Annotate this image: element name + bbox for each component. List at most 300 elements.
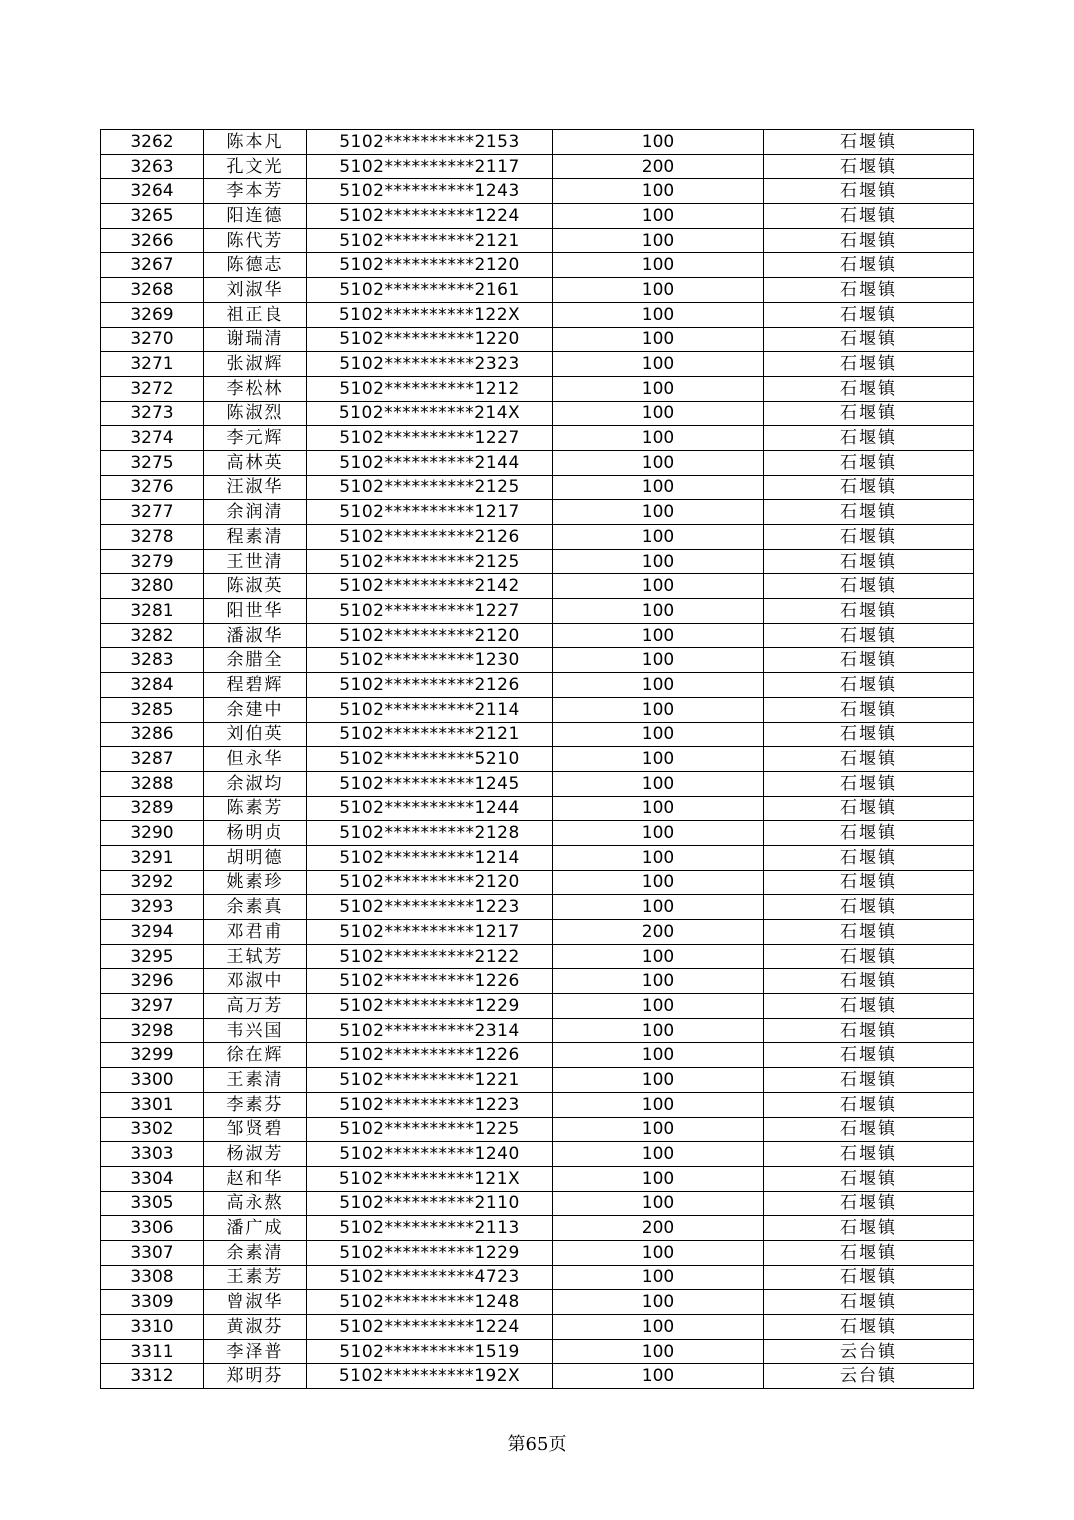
name-cell: 余润清 bbox=[204, 500, 307, 525]
row-number-cell: 3290 bbox=[101, 821, 204, 846]
row-number-cell: 3296 bbox=[101, 969, 204, 994]
name-cell: 高林英 bbox=[204, 450, 307, 475]
town-cell: 石堰镇 bbox=[764, 154, 974, 179]
town-cell: 石堰镇 bbox=[764, 944, 974, 969]
id-number-cell: 5102**********2323 bbox=[307, 352, 553, 377]
town-cell: 石堰镇 bbox=[764, 969, 974, 994]
row-number-cell: 3274 bbox=[101, 426, 204, 451]
table-row bbox=[101, 525, 974, 550]
row-number-cell: 3262 bbox=[101, 130, 204, 155]
id-number-cell: 5102**********1214 bbox=[307, 845, 553, 870]
table-row bbox=[101, 475, 974, 500]
row-number-cell: 3303 bbox=[101, 1142, 204, 1167]
id-number-cell: 5102**********5210 bbox=[307, 747, 553, 772]
amount-cell: 100 bbox=[553, 426, 764, 451]
town-cell: 石堰镇 bbox=[764, 500, 974, 525]
town-cell: 石堰镇 bbox=[764, 204, 974, 229]
row-number-cell: 3278 bbox=[101, 525, 204, 550]
id-number-cell: 5102**********4723 bbox=[307, 1265, 553, 1290]
table-row bbox=[101, 401, 974, 426]
id-number-cell: 5102**********2142 bbox=[307, 574, 553, 599]
id-number-cell: 5102**********121X bbox=[307, 1166, 553, 1191]
table-row bbox=[101, 796, 974, 821]
row-number-cell: 3268 bbox=[101, 278, 204, 303]
row-number-cell: 3312 bbox=[101, 1364, 204, 1389]
id-number-cell: 5102**********1223 bbox=[307, 1092, 553, 1117]
town-cell: 石堰镇 bbox=[764, 673, 974, 698]
name-cell: 阳连德 bbox=[204, 204, 307, 229]
amount-cell: 200 bbox=[553, 1216, 764, 1241]
id-number-cell: 5102**********2120 bbox=[307, 253, 553, 278]
table-row bbox=[101, 302, 974, 327]
table-row bbox=[101, 549, 974, 574]
row-number-cell: 3301 bbox=[101, 1092, 204, 1117]
town-cell: 石堰镇 bbox=[764, 1092, 974, 1117]
town-cell: 云台镇 bbox=[764, 1364, 974, 1389]
town-cell: 石堰镇 bbox=[764, 327, 974, 352]
amount-cell: 100 bbox=[553, 327, 764, 352]
id-number-cell: 5102**********2121 bbox=[307, 228, 553, 253]
town-cell: 石堰镇 bbox=[764, 426, 974, 451]
name-cell: 陈淑英 bbox=[204, 574, 307, 599]
table-row bbox=[101, 500, 974, 525]
row-number-cell: 3293 bbox=[101, 895, 204, 920]
row-number-cell: 3311 bbox=[101, 1339, 204, 1364]
town-cell: 石堰镇 bbox=[764, 574, 974, 599]
id-number-cell: 5102**********192X bbox=[307, 1364, 553, 1389]
name-cell: 陈德志 bbox=[204, 253, 307, 278]
table-row bbox=[101, 969, 974, 994]
amount-cell: 100 bbox=[553, 1018, 764, 1043]
amount-cell: 100 bbox=[553, 1117, 764, 1142]
id-number-cell: 5102**********2117 bbox=[307, 154, 553, 179]
row-number-cell: 3292 bbox=[101, 870, 204, 895]
table-row bbox=[101, 920, 974, 945]
name-cell: 汪淑华 bbox=[204, 475, 307, 500]
table-row bbox=[101, 673, 974, 698]
amount-cell: 100 bbox=[553, 1364, 764, 1389]
table-row bbox=[101, 599, 974, 624]
town-cell: 石堰镇 bbox=[764, 278, 974, 303]
table-row bbox=[101, 327, 974, 352]
amount-cell: 100 bbox=[553, 1240, 764, 1265]
page-number: 第65页 bbox=[507, 1434, 567, 1455]
name-cell: 余淑均 bbox=[204, 771, 307, 796]
amount-cell: 100 bbox=[553, 771, 764, 796]
town-cell: 石堰镇 bbox=[764, 1117, 974, 1142]
amount-cell: 100 bbox=[553, 302, 764, 327]
id-number-cell: 5102**********2114 bbox=[307, 697, 553, 722]
town-cell: 石堰镇 bbox=[764, 1068, 974, 1093]
name-cell: 曾淑华 bbox=[204, 1290, 307, 1315]
amount-cell: 100 bbox=[553, 1068, 764, 1093]
name-cell: 陈代芳 bbox=[204, 228, 307, 253]
town-cell: 石堰镇 bbox=[764, 648, 974, 673]
name-cell: 余腊全 bbox=[204, 648, 307, 673]
table-row bbox=[101, 1364, 974, 1389]
amount-cell: 100 bbox=[553, 1290, 764, 1315]
amount-cell: 100 bbox=[553, 722, 764, 747]
amount-cell: 100 bbox=[553, 845, 764, 870]
town-cell: 石堰镇 bbox=[764, 376, 974, 401]
town-cell: 石堰镇 bbox=[764, 771, 974, 796]
town-cell: 石堰镇 bbox=[764, 994, 974, 1019]
name-cell: 王素芳 bbox=[204, 1265, 307, 1290]
table-row bbox=[101, 1216, 974, 1241]
table-row bbox=[101, 1092, 974, 1117]
name-cell: 孔文光 bbox=[204, 154, 307, 179]
name-cell: 高万芳 bbox=[204, 994, 307, 1019]
id-number-cell: 5102**********2120 bbox=[307, 870, 553, 895]
name-cell: 程碧辉 bbox=[204, 673, 307, 698]
table-row bbox=[101, 870, 974, 895]
town-cell: 石堰镇 bbox=[764, 623, 974, 648]
row-number-cell: 3276 bbox=[101, 475, 204, 500]
table-row bbox=[101, 179, 974, 204]
id-number-cell: 5102**********1221 bbox=[307, 1068, 553, 1093]
town-cell: 石堰镇 bbox=[764, 525, 974, 550]
name-cell: 邓淑中 bbox=[204, 969, 307, 994]
table-row bbox=[101, 278, 974, 303]
row-number-cell: 3298 bbox=[101, 1018, 204, 1043]
name-cell: 谢瑞清 bbox=[204, 327, 307, 352]
town-cell: 石堰镇 bbox=[764, 1043, 974, 1068]
row-number-cell: 3287 bbox=[101, 747, 204, 772]
id-number-cell: 5102**********2126 bbox=[307, 525, 553, 550]
town-cell: 石堰镇 bbox=[764, 845, 974, 870]
amount-cell: 100 bbox=[553, 697, 764, 722]
town-cell: 石堰镇 bbox=[764, 747, 974, 772]
table-row bbox=[101, 376, 974, 401]
town-cell: 石堰镇 bbox=[764, 1166, 974, 1191]
id-number-cell: 5102**********1227 bbox=[307, 599, 553, 624]
id-number-cell: 5102**********2125 bbox=[307, 549, 553, 574]
name-cell: 赵和华 bbox=[204, 1166, 307, 1191]
amount-cell: 100 bbox=[553, 253, 764, 278]
town-cell: 石堰镇 bbox=[764, 1191, 974, 1216]
row-number-cell: 3307 bbox=[101, 1240, 204, 1265]
id-number-cell: 5102**********2161 bbox=[307, 278, 553, 303]
row-number-cell: 3266 bbox=[101, 228, 204, 253]
town-cell: 石堰镇 bbox=[764, 1265, 974, 1290]
town-cell: 石堰镇 bbox=[764, 1142, 974, 1167]
table-row bbox=[101, 228, 974, 253]
table-row bbox=[101, 697, 974, 722]
amount-cell: 200 bbox=[553, 154, 764, 179]
id-number-cell: 5102**********2125 bbox=[307, 475, 553, 500]
town-cell: 石堰镇 bbox=[764, 401, 974, 426]
id-number-cell: 5102**********2153 bbox=[307, 130, 553, 155]
amount-cell: 100 bbox=[553, 228, 764, 253]
name-cell: 杨明贞 bbox=[204, 821, 307, 846]
amount-cell: 100 bbox=[553, 1265, 764, 1290]
row-number-cell: 3306 bbox=[101, 1216, 204, 1241]
id-number-cell: 5102**********2121 bbox=[307, 722, 553, 747]
table-row bbox=[101, 450, 974, 475]
name-cell: 王素清 bbox=[204, 1068, 307, 1093]
amount-cell: 100 bbox=[553, 648, 764, 673]
id-number-cell: 5102**********2110 bbox=[307, 1191, 553, 1216]
amount-cell: 100 bbox=[553, 599, 764, 624]
amount-cell: 100 bbox=[553, 969, 764, 994]
name-cell: 余素真 bbox=[204, 895, 307, 920]
name-cell: 陈淑烈 bbox=[204, 401, 307, 426]
name-cell: 刘淑华 bbox=[204, 278, 307, 303]
name-cell: 徐在辉 bbox=[204, 1043, 307, 1068]
id-number-cell: 5102**********1227 bbox=[307, 426, 553, 451]
name-cell: 陈本凡 bbox=[204, 130, 307, 155]
table-row bbox=[101, 352, 974, 377]
town-cell: 石堰镇 bbox=[764, 599, 974, 624]
row-number-cell: 3302 bbox=[101, 1117, 204, 1142]
id-number-cell: 5102**********1217 bbox=[307, 920, 553, 945]
amount-cell: 100 bbox=[553, 1092, 764, 1117]
id-number-cell: 5102**********1217 bbox=[307, 500, 553, 525]
name-cell: 张淑辉 bbox=[204, 352, 307, 377]
name-cell: 刘伯英 bbox=[204, 722, 307, 747]
town-cell: 石堰镇 bbox=[764, 130, 974, 155]
amount-cell: 100 bbox=[553, 130, 764, 155]
amount-cell: 100 bbox=[553, 1166, 764, 1191]
row-number-cell: 3291 bbox=[101, 845, 204, 870]
row-number-cell: 3281 bbox=[101, 599, 204, 624]
town-cell: 石堰镇 bbox=[764, 1290, 974, 1315]
amount-cell: 100 bbox=[553, 549, 764, 574]
town-cell: 石堰镇 bbox=[764, 1216, 974, 1241]
table-row bbox=[101, 747, 974, 772]
table-row bbox=[101, 204, 974, 229]
id-number-cell: 5102**********1226 bbox=[307, 1043, 553, 1068]
name-cell: 杨淑芳 bbox=[204, 1142, 307, 1167]
row-number-cell: 3295 bbox=[101, 944, 204, 969]
table-row bbox=[101, 821, 974, 846]
id-number-cell: 5102**********1240 bbox=[307, 1142, 553, 1167]
amount-cell: 100 bbox=[553, 1339, 764, 1364]
table-row bbox=[101, 1315, 974, 1340]
id-number-cell: 5102**********1223 bbox=[307, 895, 553, 920]
id-number-cell: 5102**********2144 bbox=[307, 450, 553, 475]
name-cell: 李本芳 bbox=[204, 179, 307, 204]
name-cell: 邹贤碧 bbox=[204, 1117, 307, 1142]
row-number-cell: 3269 bbox=[101, 302, 204, 327]
row-number-cell: 3297 bbox=[101, 994, 204, 1019]
table-row bbox=[101, 154, 974, 179]
record-table-body bbox=[101, 130, 974, 1389]
id-number-cell: 5102**********1226 bbox=[307, 969, 553, 994]
name-cell: 但永华 bbox=[204, 747, 307, 772]
table-row bbox=[101, 1339, 974, 1364]
name-cell: 韦兴国 bbox=[204, 1018, 307, 1043]
id-number-cell: 5102**********1220 bbox=[307, 327, 553, 352]
row-number-cell: 3300 bbox=[101, 1068, 204, 1093]
table-row bbox=[101, 1265, 974, 1290]
id-number-cell: 5102**********2113 bbox=[307, 1216, 553, 1241]
name-cell: 潘广成 bbox=[204, 1216, 307, 1241]
row-number-cell: 3289 bbox=[101, 796, 204, 821]
table-row bbox=[101, 426, 974, 451]
id-number-cell: 5102**********214X bbox=[307, 401, 553, 426]
row-number-cell: 3272 bbox=[101, 376, 204, 401]
town-cell: 石堰镇 bbox=[764, 697, 974, 722]
row-number-cell: 3283 bbox=[101, 648, 204, 673]
name-cell: 余素清 bbox=[204, 1240, 307, 1265]
id-number-cell: 5102**********1243 bbox=[307, 179, 553, 204]
row-number-cell: 3270 bbox=[101, 327, 204, 352]
amount-cell: 100 bbox=[553, 376, 764, 401]
town-cell: 石堰镇 bbox=[764, 228, 974, 253]
id-number-cell: 5102**********2120 bbox=[307, 623, 553, 648]
name-cell: 李泽普 bbox=[204, 1339, 307, 1364]
table-row bbox=[101, 845, 974, 870]
table-row bbox=[101, 1018, 974, 1043]
row-number-cell: 3284 bbox=[101, 673, 204, 698]
row-number-cell: 3271 bbox=[101, 352, 204, 377]
town-cell: 石堰镇 bbox=[764, 870, 974, 895]
row-number-cell: 3264 bbox=[101, 179, 204, 204]
row-number-cell: 3275 bbox=[101, 450, 204, 475]
name-cell: 王轼芳 bbox=[204, 944, 307, 969]
town-cell: 石堰镇 bbox=[764, 821, 974, 846]
amount-cell: 100 bbox=[553, 500, 764, 525]
row-number-cell: 3304 bbox=[101, 1166, 204, 1191]
amount-cell: 100 bbox=[553, 796, 764, 821]
name-cell: 姚素珍 bbox=[204, 870, 307, 895]
amount-cell: 100 bbox=[553, 1191, 764, 1216]
amount-cell: 100 bbox=[553, 278, 764, 303]
amount-cell: 100 bbox=[553, 1315, 764, 1340]
name-cell: 胡明德 bbox=[204, 845, 307, 870]
amount-cell: 100 bbox=[553, 1142, 764, 1167]
row-number-cell: 3285 bbox=[101, 697, 204, 722]
id-number-cell: 5102**********122X bbox=[307, 302, 553, 327]
table-row bbox=[101, 1117, 974, 1142]
id-number-cell: 5102**********1248 bbox=[307, 1290, 553, 1315]
amount-cell: 100 bbox=[553, 1043, 764, 1068]
table-row bbox=[101, 1043, 974, 1068]
id-number-cell: 5102**********2122 bbox=[307, 944, 553, 969]
table-row bbox=[101, 623, 974, 648]
name-cell: 李元辉 bbox=[204, 426, 307, 451]
id-number-cell: 5102**********1230 bbox=[307, 648, 553, 673]
amount-cell: 100 bbox=[553, 821, 764, 846]
town-cell: 石堰镇 bbox=[764, 302, 974, 327]
row-number-cell: 3277 bbox=[101, 500, 204, 525]
row-number-cell: 3288 bbox=[101, 771, 204, 796]
amount-cell: 100 bbox=[553, 944, 764, 969]
town-cell: 石堰镇 bbox=[764, 1018, 974, 1043]
row-number-cell: 3265 bbox=[101, 204, 204, 229]
amount-cell: 100 bbox=[553, 747, 764, 772]
table-row bbox=[101, 253, 974, 278]
id-number-cell: 5102**********1224 bbox=[307, 1315, 553, 1340]
table-row bbox=[101, 895, 974, 920]
town-cell: 石堰镇 bbox=[764, 549, 974, 574]
name-cell: 邓君甫 bbox=[204, 920, 307, 945]
id-number-cell: 5102**********2314 bbox=[307, 1018, 553, 1043]
name-cell: 黄淑芬 bbox=[204, 1315, 307, 1340]
town-cell: 石堰镇 bbox=[764, 895, 974, 920]
row-number-cell: 3309 bbox=[101, 1290, 204, 1315]
id-number-cell: 5102**********2126 bbox=[307, 673, 553, 698]
table-row bbox=[101, 944, 974, 969]
amount-cell: 100 bbox=[553, 623, 764, 648]
name-cell: 陈素芳 bbox=[204, 796, 307, 821]
amount-cell: 100 bbox=[553, 994, 764, 1019]
amount-cell: 100 bbox=[553, 450, 764, 475]
amount-cell: 100 bbox=[553, 204, 764, 229]
town-cell: 云台镇 bbox=[764, 1339, 974, 1364]
town-cell: 石堰镇 bbox=[764, 253, 974, 278]
name-cell: 李素芬 bbox=[204, 1092, 307, 1117]
name-cell: 程素清 bbox=[204, 525, 307, 550]
name-cell: 郑明芬 bbox=[204, 1364, 307, 1389]
amount-cell: 200 bbox=[553, 920, 764, 945]
table-row bbox=[101, 1166, 974, 1191]
record-table bbox=[100, 129, 974, 1389]
town-cell: 石堰镇 bbox=[764, 475, 974, 500]
id-number-cell: 5102**********1244 bbox=[307, 796, 553, 821]
id-number-cell: 5102**********2128 bbox=[307, 821, 553, 846]
table-row bbox=[101, 1191, 974, 1216]
row-number-cell: 3267 bbox=[101, 253, 204, 278]
table-row bbox=[101, 1290, 974, 1315]
row-number-cell: 3305 bbox=[101, 1191, 204, 1216]
amount-cell: 100 bbox=[553, 352, 764, 377]
name-cell: 阳世华 bbox=[204, 599, 307, 624]
id-number-cell: 5102**********1245 bbox=[307, 771, 553, 796]
town-cell: 石堰镇 bbox=[764, 1315, 974, 1340]
amount-cell: 100 bbox=[553, 895, 764, 920]
amount-cell: 100 bbox=[553, 179, 764, 204]
amount-cell: 100 bbox=[553, 574, 764, 599]
row-number-cell: 3299 bbox=[101, 1043, 204, 1068]
table-row bbox=[101, 130, 974, 155]
row-number-cell: 3273 bbox=[101, 401, 204, 426]
town-cell: 石堰镇 bbox=[764, 450, 974, 475]
name-cell: 祖正良 bbox=[204, 302, 307, 327]
row-number-cell: 3294 bbox=[101, 920, 204, 945]
table-row bbox=[101, 1240, 974, 1265]
town-cell: 石堰镇 bbox=[764, 920, 974, 945]
name-cell: 李松林 bbox=[204, 376, 307, 401]
name-cell: 潘淑华 bbox=[204, 623, 307, 648]
town-cell: 石堰镇 bbox=[764, 179, 974, 204]
row-number-cell: 3280 bbox=[101, 574, 204, 599]
name-cell: 王世清 bbox=[204, 549, 307, 574]
table-row bbox=[101, 574, 974, 599]
row-number-cell: 3282 bbox=[101, 623, 204, 648]
name-cell: 余建中 bbox=[204, 697, 307, 722]
amount-cell: 100 bbox=[553, 673, 764, 698]
table-row bbox=[101, 648, 974, 673]
town-cell: 石堰镇 bbox=[764, 722, 974, 747]
town-cell: 石堰镇 bbox=[764, 796, 974, 821]
id-number-cell: 5102**********1225 bbox=[307, 1117, 553, 1142]
amount-cell: 100 bbox=[553, 475, 764, 500]
town-cell: 石堰镇 bbox=[764, 352, 974, 377]
name-cell: 高永熬 bbox=[204, 1191, 307, 1216]
row-number-cell: 3310 bbox=[101, 1315, 204, 1340]
table-row bbox=[101, 1068, 974, 1093]
id-number-cell: 5102**********1229 bbox=[307, 1240, 553, 1265]
amount-cell: 100 bbox=[553, 525, 764, 550]
amount-cell: 100 bbox=[553, 870, 764, 895]
table-row bbox=[101, 722, 974, 747]
row-number-cell: 3286 bbox=[101, 722, 204, 747]
row-number-cell: 3279 bbox=[101, 549, 204, 574]
table-row bbox=[101, 994, 974, 1019]
id-number-cell: 5102**********1519 bbox=[307, 1339, 553, 1364]
